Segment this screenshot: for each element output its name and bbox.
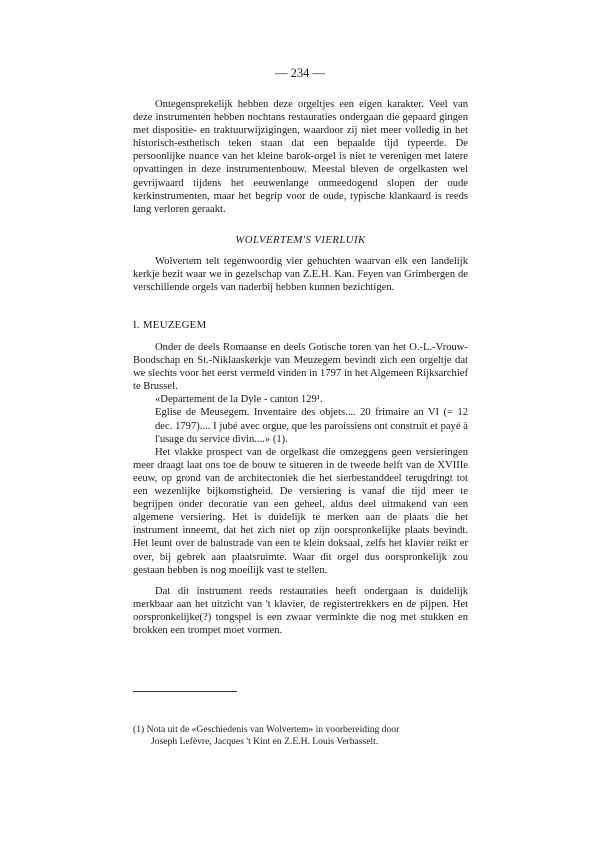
page-number: — 234 — xyxy=(275,66,325,80)
meuzegem-paragraph-1: Onder de deels Romaanse en deels Gotische toren van het O.-L.-Vrouw-Boodschap en St.-Niklaaskerkje van Meuzegem bevindt zich een orgeltje dat we slechts voor het eerst vermeld vinden in 1797 in het Algemeen Rijksarchief te Brussel. xyxy=(133,342,468,393)
archive-quote xyxy=(133,393,468,445)
meuzegem-paragraph-2: Het vlakke prospect van de orgelkast die omzeggens geen versieringen meer draagt laat ons toe de bouw te situeren in de tweede helft van de XVIIIe eeuw, op grond van de architectoniek die het sierbestanddeel terugdringt tot een wezenlijke bijkomstigheid. De versiering is vanaf die tijd meer te begrijpen onder decoratie van een geheel, aldus deel uitmakend van een algemene versiering. Het is duidelijk te merken aan de plaats die het instrument inneemt, dat het zich niet op zijn oorspronkelijke plaats bevindt. Het leunt over de balustrade van een te klein doksaal, zelfs het klavier reikt er over, bij gebrek aan plaatsruimte. Waar dit orgel dus oorspronkelijk zou gestaan hebben is nog moeilijk vast te stellen. xyxy=(133,446,468,576)
intro-paragraph: Ontegensprekelijk hebben deze orgeltjes een eigen karakter. Veel van deze instrumenten hebben nochtans restauraties ondergaan die gepaard gingen met dispositie- en traktuurwijzigingen, waardoor zij niet meer volledig in het historisch-esthetisch teken staan dat een bepaalde tijd typeerde. De persoonlijke nuance van het kleine barok-orgel is niet te verenigen met latere opvattingen in deze instrumentenbouw. Meestal bleven de orgelkasten wel gevrijwaard tijdens het eeuwenlange onmeedogend slopen der oude kerkinstrumenten, maar het begrip voor de oude, typische klankaard is reeds lang verloren geraakt. xyxy=(133,99,468,215)
section-title-vierluik: WOLVERTEM'S VIERLUIK xyxy=(235,234,366,246)
footnote-divider xyxy=(133,691,237,692)
meuzegem-block xyxy=(133,341,468,637)
vierluik-block xyxy=(133,255,468,294)
footnote-line-2: Joseph Lefèvre, Jacques 't Kint en Z.E.H. Louis Verhasselt. xyxy=(151,736,379,747)
quote-line-2: Eglise de Meusegem. Inventaire des objets.... 20 frimaire an VI (= 12 dec. 1797).... I jubé avec orgue, que les paroissiens ont construit et payé à l'usage du service divin....» (1). xyxy=(155,407,468,445)
meuzegem-paragraph-3: Dat dit instrument reeds restauraties heeft ondergaan is duidelijk merkbaar aan het uitzicht van 't klavier, de registertrekkers en de pijpen. Het oorspronkelijke(?) tongspel is een zwaar verminkte die nog met stukken en brokken een trompet moet vormen. xyxy=(133,585,468,636)
footnote xyxy=(133,724,468,748)
intro-block xyxy=(133,98,468,216)
vierluik-paragraph: Wolvertem telt tegenwoordig vier gehuchten waarvan elk een landelijk kerkje bezit waar we in gezelschap van Z.E.H. Kan. Feyen van Grimbergen de verschillende orgels van naderbij hebben kunnen bezichtigen. xyxy=(133,256,468,294)
section-heading-meuzegem: I. MEUZEGEM xyxy=(133,319,207,331)
quote-line-1: «Departement de la Dyle - canton 129¹. xyxy=(155,394,323,406)
footnote-line-1: (1) Nota uit de «Geschiedenis van Wolvertem» in voorbereiding door xyxy=(133,724,400,735)
